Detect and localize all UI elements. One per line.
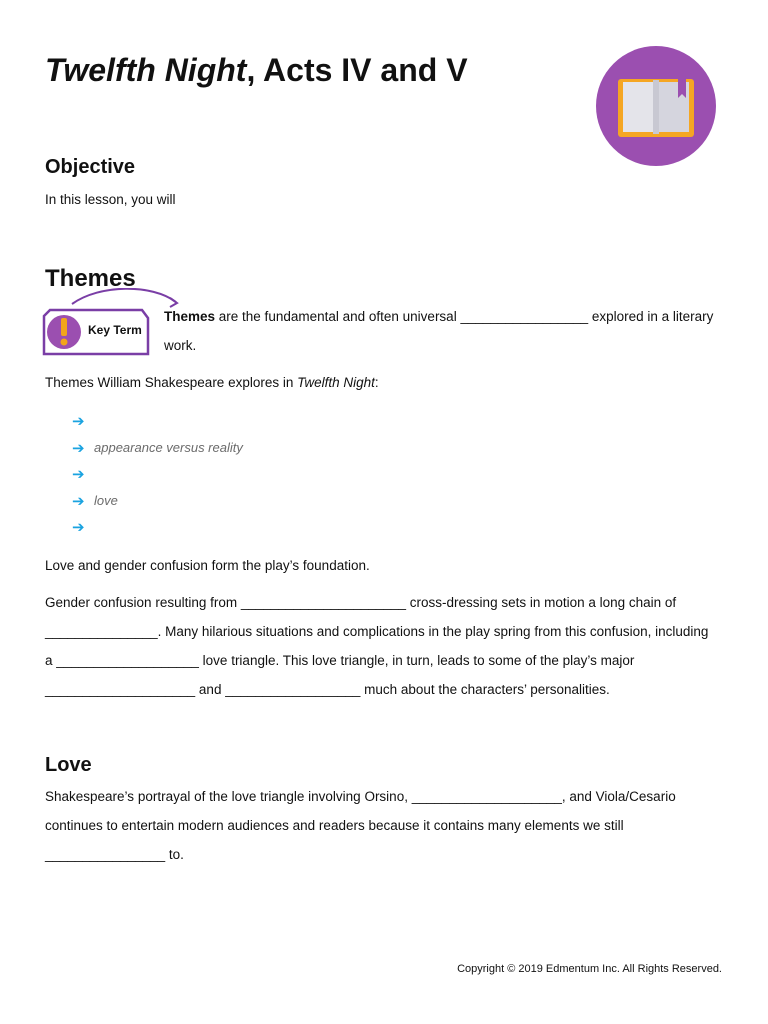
para-text: Gender confusion resulting from: [45, 595, 241, 610]
arrow-right-icon: ➔: [72, 492, 85, 510]
list-item: [72, 514, 243, 541]
para-text: Shakespeare’s portrayal of the love triangle involving Orsino,: [45, 789, 412, 804]
title-italic: Twelfth Night: [45, 52, 247, 88]
copyright: Copyright © 2019 Edmentum Inc. All Rights Reserved.: [457, 963, 722, 975]
para-blank: __________________: [225, 682, 361, 697]
key-term-label: Key Term: [88, 323, 142, 337]
list-item: [72, 435, 243, 462]
themes-intro: [45, 368, 725, 397]
list-item-text: appearance versus reality: [94, 440, 243, 456]
objective-text: In this lesson, you will: [45, 192, 176, 207]
objective-heading: Objective: [45, 156, 136, 178]
themes-heading: Themes: [45, 265, 136, 292]
definition-term: Themes: [164, 309, 216, 324]
themes-intro-part2: :: [374, 375, 379, 390]
para-blank: ___________________: [56, 653, 199, 668]
arrow-right-icon: ➔: [72, 413, 85, 431]
themes-intro-part1: Themes William Shakespeare explores in: [45, 375, 298, 390]
open-book-icon: [596, 46, 716, 166]
page-title: [45, 48, 468, 92]
love-paragraph: [45, 782, 700, 869]
arrow-right-icon: ➔: [72, 439, 85, 457]
themes-foundation: Love and gender confusion form the play’s foundation.: [45, 558, 370, 573]
para-blank: ____________________: [45, 682, 196, 697]
themes-definition: [164, 302, 724, 360]
para-blank: ________________: [45, 847, 166, 862]
para-text: , and Viola/Cesario continues to entertain modern audiences and readers because it contains many elements we still: [45, 789, 676, 833]
para-text: love triangle. This love triangle, in turn, leads to some of the play’s major: [198, 653, 635, 668]
para-text: much about the characters’ personalities.: [360, 682, 610, 697]
book-badge: [596, 46, 716, 166]
list-item-text: love: [94, 493, 118, 509]
para-text: and: [195, 682, 226, 697]
themes-list: [72, 408, 243, 541]
para-text: . Many hilarious situations and complications in the play spring from this confusion, including a: [45, 624, 709, 668]
arrow-right-icon: ➔: [72, 466, 85, 484]
definition-part1: are the fundamental and often universal: [215, 309, 461, 324]
definition-part2: explored in a literary work.: [164, 309, 714, 353]
para-text: cross-dressing sets in motion a long chain of: [406, 595, 677, 610]
gender-confusion-paragraph: [45, 588, 713, 704]
title-rest: , Acts IV and V: [246, 52, 468, 88]
definition-blank: _________________: [460, 309, 589, 324]
love-heading: Love: [45, 754, 92, 776]
para-blank: _______________: [45, 624, 158, 639]
arrow-right-icon: ➔: [72, 519, 85, 537]
key-term-callout: [40, 288, 180, 358]
para-blank: ____________________: [411, 789, 562, 804]
list-item: [72, 488, 243, 515]
exclamation-icon: [61, 318, 68, 346]
para-text: to.: [165, 847, 184, 862]
list-item: [72, 461, 243, 488]
themes-intro-italic: Twelfth Night: [297, 375, 375, 390]
para-blank: ______________________: [240, 595, 407, 610]
list-item: [72, 408, 243, 435]
